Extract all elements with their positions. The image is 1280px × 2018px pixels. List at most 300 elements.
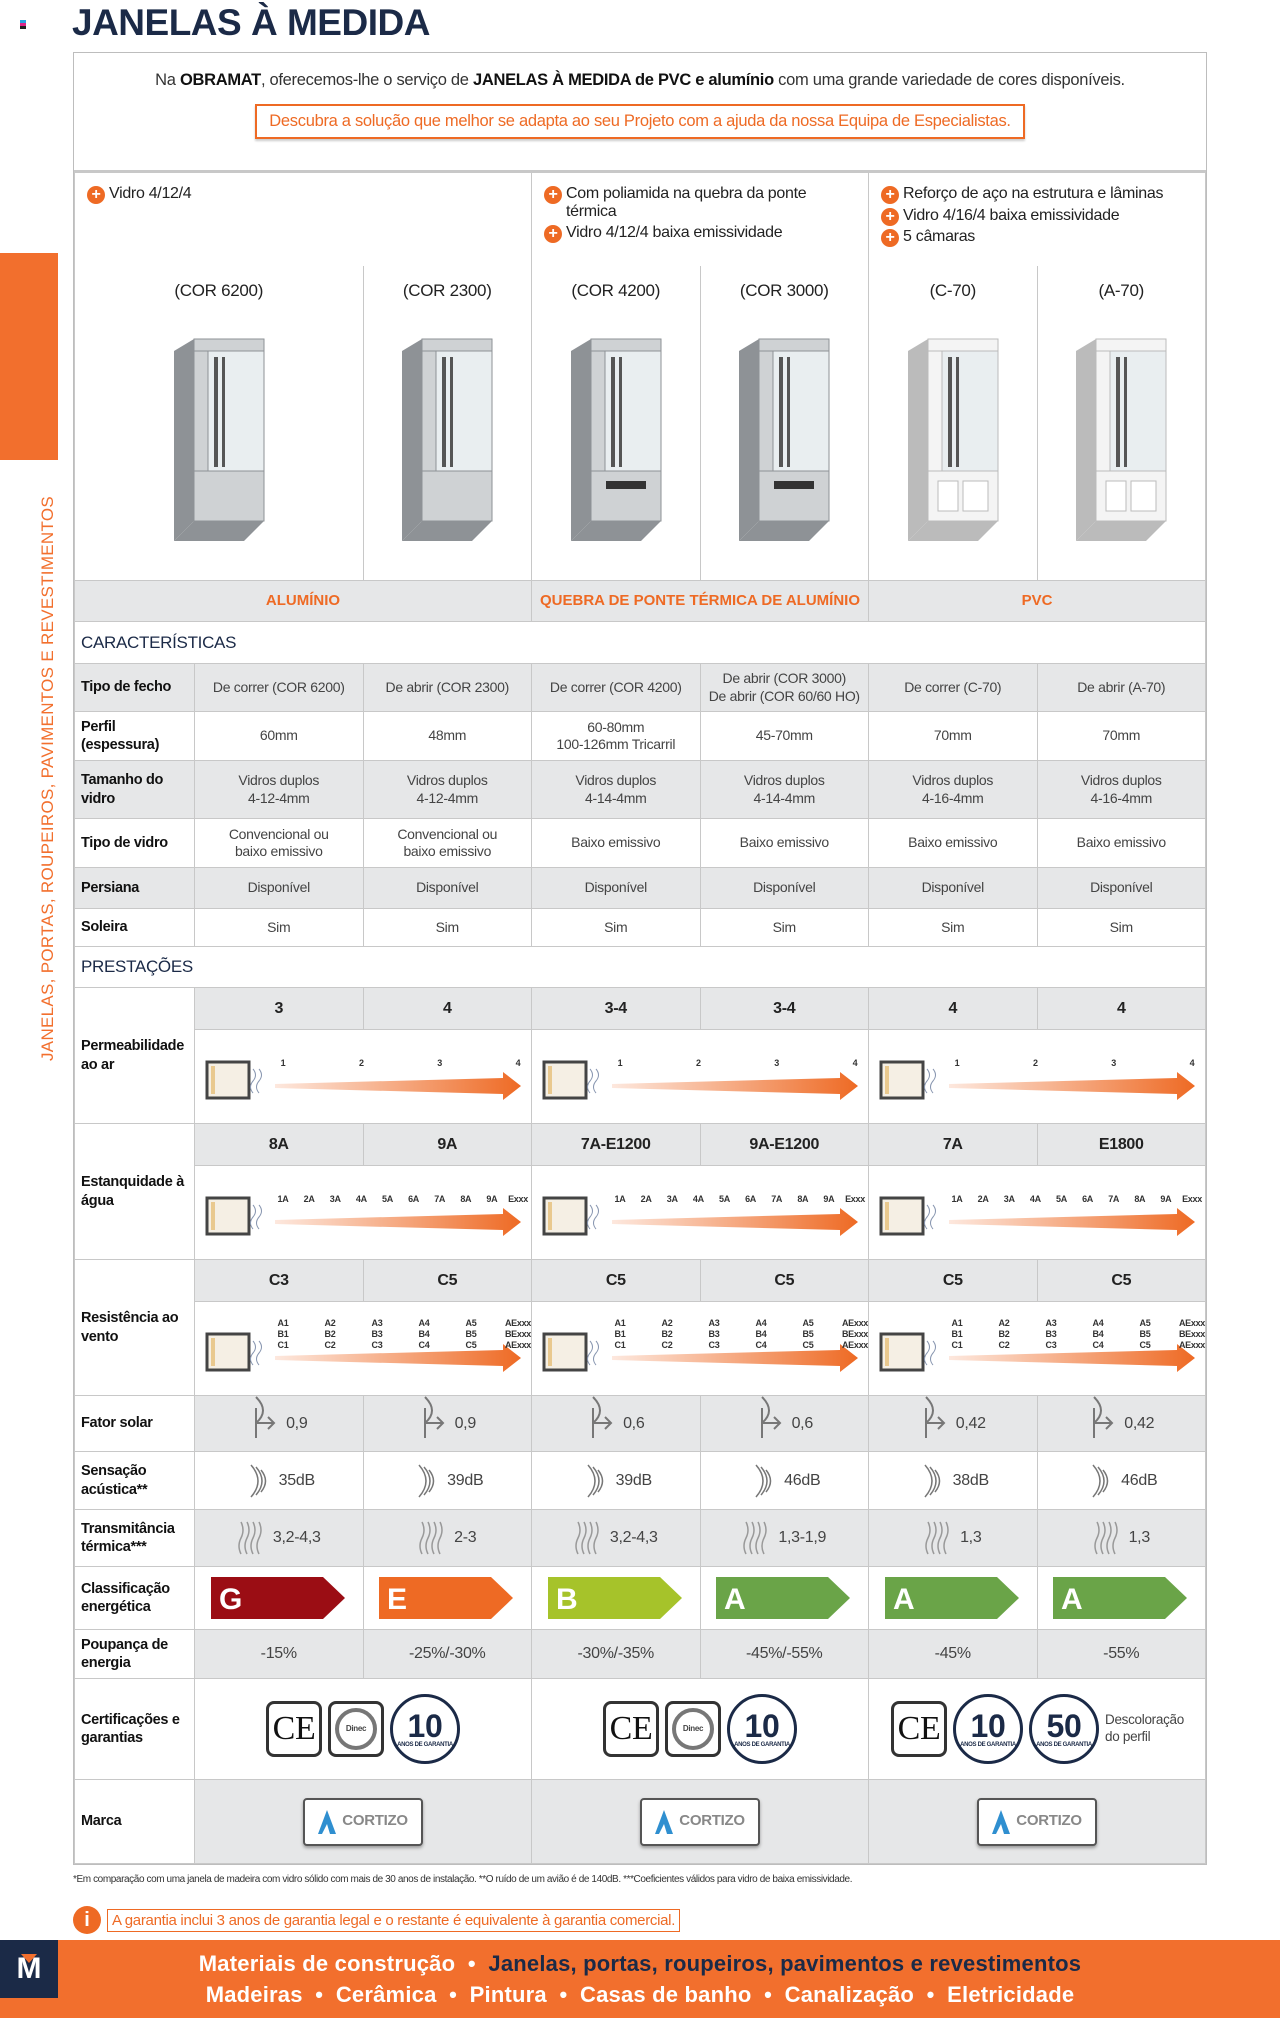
cell [700,712,869,761]
cell [195,868,364,909]
cortizo-logo [640,1798,760,1846]
footer-materials[interactable]: Materiais de construção • [198,1951,489,1976]
scale-graphic-cell [195,1302,532,1396]
plus-icon: + [881,186,899,204]
guarantee-text: A garantia inclui 3 anos de garantia legal e o restante é equivalente à garantia comercial. [107,1909,680,1932]
footer-windows[interactable]: Janelas, portas, roupeiros, pavimentos e revestimentos [488,1951,1082,1976]
row-label-text: Persiana [81,879,140,896]
energy-row [75,1567,1206,1630]
energy-class-label [716,1577,852,1619]
scale-tick-label: Exxx [845,1194,865,1205]
row-label [75,664,195,712]
cortizo-mark-icon [655,1810,673,1834]
cell-value: Disponível [247,879,310,896]
rating-value [869,1124,1038,1166]
cell [869,1630,1038,1679]
cell [532,1396,701,1452]
cell [869,819,1038,868]
row-label [75,1396,195,1452]
cell-value: De correr (COR 4200) [549,678,682,695]
cell [532,761,701,819]
plus-icon: + [881,208,899,226]
energy-class-letter: B [555,1583,578,1616]
scale-tick-label: B3 [371,1329,383,1340]
scale-tick-label: BExxx [504,1329,532,1340]
row-label-text: Tipo de fecho [81,679,172,696]
scale-tick-label: Exxx [508,1194,528,1205]
rating-text: 9A [437,1135,458,1153]
guarantee-10-years-seal: 10 ANOS DE GARANTIA [953,1694,1023,1764]
ce-mark-icon: CE [266,1701,322,1757]
cell [869,1452,1038,1510]
row-label-text: Resistência ao vento [81,1310,179,1345]
scale-tick-label: C1 [951,1340,963,1351]
cell-value: 60-80mm 100-126mm Tricarril [556,718,676,752]
feature-text: Vidro 4/12/4 baixa emissividade [566,224,783,242]
scale-tick-label: 6A [1082,1194,1094,1205]
cell [700,819,869,868]
sound-icon [243,1461,273,1501]
window-profile-image [888,331,1018,561]
cell-value: 1,3 [1128,1529,1150,1546]
cell [195,909,364,947]
scale-tick-label: 7A [1108,1194,1120,1205]
cell [700,761,869,819]
row-label-text: Certificações e garantias [81,1711,180,1746]
energy-class-label [379,1577,515,1619]
cell [195,819,364,868]
guarantee-10-years-seal: 10 ANOS DE GARANTIA [390,1694,460,1764]
scale-graphic-cell [869,1302,1206,1396]
row-label [75,1630,195,1679]
rating-value [363,1124,532,1166]
scale-tick-label: A4 [1092,1318,1104,1329]
cert-group [195,1694,531,1764]
group-features [869,173,1206,266]
row-label-text: Estanquidade à água [81,1174,184,1209]
performance-heading-row [75,947,1206,988]
cell [532,1452,701,1510]
scale-tick-label: A4 [755,1318,767,1329]
scale-tick-label: 2 [1032,1058,1038,1069]
icon-value [532,1461,700,1501]
footer-line-2[interactable]: Madeiras • Cerâmica • Pintura • Casas de banho • Canalização • Eletricidade [205,1982,1075,2007]
cell-value: 3,2-4,3 [272,1529,321,1546]
rating-value [532,988,701,1030]
water-window-icon [881,1198,936,1234]
characteristic-row [75,761,1206,819]
scale-tick-label: B3 [708,1329,720,1340]
row-label-text: Tipo de vidro [81,834,168,851]
cell-value: 48mm [428,727,467,744]
cell [195,712,364,761]
feature-text: Vidro 4/16/4 baixa emissividade [903,206,1120,224]
cert-group [532,1694,868,1764]
rating-text: 7A [942,1135,963,1153]
energy-class-letter: A [724,1583,746,1616]
row-label [75,1510,195,1567]
ce-mark-icon: CE [891,1701,947,1757]
scale-tick-label: C2 [324,1340,336,1351]
scale-tick-label: 1 [954,1058,960,1069]
heat-icon [237,1518,267,1558]
energy-class-cell [363,1567,532,1630]
cell [700,1396,869,1452]
category-1 [532,581,869,622]
heat-icon [1093,1518,1123,1558]
model-name [869,266,1038,317]
cell [869,1396,1038,1452]
cell-value: Sim [604,918,628,935]
scale-tick-label: B5 [802,1329,814,1340]
cell-value: Sim [267,918,291,935]
certifications-row [75,1679,1206,1780]
scale-tick-label: 3A [666,1194,678,1205]
cell-value: 46dB [784,1471,821,1489]
icon-value [195,1461,363,1501]
guarantee-10-years-seal: 10 ANOS DE GARANTIA [727,1694,797,1764]
window-profile-image [551,331,681,561]
feature-item [881,228,1193,246]
scale-tick-label: 8A [1134,1194,1146,1205]
row-label [75,909,195,947]
characteristic-row [75,909,1206,947]
scale-tick-label: 3A [1003,1194,1015,1205]
rating-text: 8A [268,1135,289,1153]
scale-tick-label: B4 [755,1329,767,1340]
scale-tick-label: 1 [280,1058,286,1069]
rating-text: 4 [948,999,958,1017]
rating-value [363,1260,532,1302]
intro [74,53,1206,172]
cell [363,761,532,819]
scale-tick-label: BExxx [1178,1329,1206,1340]
scale-tick-label: 5A [1055,1194,1067,1205]
cell [700,1452,869,1510]
scale-tick-label: 2 [358,1058,364,1069]
brand-cell [532,1780,869,1864]
scale-tick-label: B1 [277,1329,289,1340]
water-window-scale-arrow [540,1180,865,1240]
rating-text: C5 [1111,1271,1132,1289]
row-label-text: Poupança de energia [81,1636,168,1671]
rating-value [700,1260,869,1302]
model-label: (COR 3000) [739,281,829,301]
cell-value: Convencional ou baixo emissivo [397,825,498,859]
cell [1037,909,1206,947]
cell-value: 0,6 [623,1414,645,1432]
scale-tick-label: A1 [277,1318,289,1329]
cell [1037,1630,1206,1679]
scale-tick-label: B1 [614,1329,626,1340]
brand-cell [195,1780,532,1864]
cell-value: Baixo emissivo [1076,834,1166,851]
cell-value: 70mm [1102,727,1141,744]
scale-tick-label: C5 [465,1340,477,1351]
scale-tick-label: 3 [774,1058,780,1069]
cell-value: 45-70mm [755,727,813,744]
guarantee-50-years-seal: 50 ANOS DE GARANTIA [1029,1694,1099,1764]
cell [195,1396,364,1452]
scale-tick-label: A3 [371,1318,383,1329]
scale-tick-label: A3 [1045,1318,1057,1329]
discoloration-note: Descoloração do perfil [1105,1712,1184,1744]
cell-value: Baixo emissivo [739,834,829,851]
cell-value: 38dB [952,1471,989,1489]
plus-icon: + [544,225,562,243]
cell [1037,1452,1206,1510]
cortizo-mark-icon [318,1810,336,1834]
scale-tick-label: AExxx [504,1340,532,1351]
solar-factor-icon [587,1404,617,1444]
cell [363,1510,532,1567]
scale-graphic-cell [195,1030,532,1124]
rating-value [195,1124,364,1166]
row-label [75,988,195,1124]
scale-tick-label: AExxx [841,1340,869,1351]
scale-tick-label: C4 [1092,1340,1104,1351]
icon-value [869,1461,1037,1501]
cell-value: 39dB [615,1471,652,1489]
rating-value [1037,1124,1206,1166]
wind-window-icon [881,1334,936,1370]
cell-value: De correr (COR 6200) [212,678,345,695]
row-label [75,1780,195,1864]
solar-factor-icon [419,1404,449,1444]
cell-value: -55% [1103,1645,1140,1662]
scale-tick-label: C4 [418,1340,430,1351]
characteristic-row [75,868,1206,909]
scale-tick-label: B3 [1045,1329,1057,1340]
model-label: (COR 2300) [402,281,492,301]
icon-value [869,1404,1037,1444]
heat-icon [574,1518,604,1558]
air-window-icon [544,1062,599,1098]
intro-bold: JANELAS À MEDIDA de PVC e alumínio [472,71,774,89]
plus-icon: + [544,186,562,204]
footer-banner [0,1940,1280,2018]
feature-item [881,207,1193,225]
rating-text: 7A-E1200 [580,1135,651,1153]
cell [869,664,1038,712]
air-window-icon [881,1062,936,1098]
icon-value [1038,1404,1206,1444]
cell-value: 39dB [447,1471,484,1489]
cell [363,1630,532,1679]
rating-value [195,1260,364,1302]
cell [1037,819,1206,868]
cortizo-logo [303,1798,423,1846]
scale-tick-label: 6A [408,1194,420,1205]
icon-value [364,1404,532,1444]
model-label: (A-70) [1098,281,1144,301]
cell [363,664,532,712]
plus-icon: + [881,229,899,247]
cell-value: De abrir (A-70) [1077,678,1166,695]
brand-name: CORTIZO [679,1812,745,1830]
brand-cell [869,1780,1206,1864]
scale-tick-label: 8A [460,1194,472,1205]
scale-tick-label: 4A [1029,1194,1041,1205]
wind-window-icon [544,1334,599,1370]
wind-window-scale-arrow [203,1316,532,1376]
cell-value: Sim [772,918,796,935]
energy-class-cell [1037,1567,1206,1630]
scale-tick-label: B2 [661,1329,673,1340]
specialists-cta[interactable]: Descubra a solução que melhor se adapta ao seu Projeto com a ajuda da nossa Equipa de Especialistas. [255,104,1024,139]
comparison-table [74,172,1206,1864]
dinec-certification-icon: Dinec [328,1701,384,1757]
scale-tick-label: 2A [640,1194,652,1205]
window-image-cell [869,317,1038,581]
energy-class-cell [532,1567,701,1630]
cell [1037,868,1206,909]
scale-tick-label: AExxx [841,1318,869,1329]
brand-name: CORTIZO [1016,1812,1082,1830]
model-name [1037,266,1206,317]
cell [1037,1396,1206,1452]
cell [532,909,701,947]
cell [363,712,532,761]
energy-class-label [885,1577,1021,1619]
cell-value: 0,9 [286,1414,308,1432]
category-2 [869,581,1206,622]
cell-value: Vidros duplos 4-14-4mm [575,772,657,806]
cell [532,819,701,868]
scale-tick-label: 9A [486,1194,498,1205]
icon-value [1038,1461,1206,1501]
cell-value: Vidros duplos 4-16-4mm [1080,772,1162,806]
scale-tick-label: B1 [951,1329,963,1340]
scale-tick-label: 6A [745,1194,757,1205]
row-label [75,1567,195,1630]
scale-tick-label: A1 [614,1318,626,1329]
window-image-cell [532,317,701,581]
characteristic-row [75,712,1206,761]
characteristics-heading-row [75,622,1206,664]
energy-class-label [1053,1577,1189,1619]
cell-value: 0,9 [454,1414,476,1432]
cell [532,1630,701,1679]
certifications-cell [869,1679,1206,1780]
category-row [75,581,1206,622]
cell-value: -45% [934,1645,971,1662]
cell-value: 0,42 [955,1414,986,1432]
icon-value [195,1404,363,1444]
row-label-text: Sensação acústica** [81,1463,148,1498]
feature-item [87,185,519,203]
page-title: JANELAS À MEDIDA [72,2,430,43]
cell-value: Sim [435,918,459,935]
cell-value: 3,2-4,3 [609,1529,658,1546]
cell-value: 46dB [1121,1471,1158,1489]
cell [1037,712,1206,761]
row-label-text: Soleira [81,919,128,936]
energy-class-cell [195,1567,364,1630]
scale-tick-label: 1A [277,1194,289,1205]
scale-tick-label: C4 [755,1340,767,1351]
solar-factor-icon [1088,1404,1118,1444]
icon-row [75,1452,1206,1510]
cell [195,1630,364,1679]
scale-graphic-cell [532,1302,869,1396]
brand-row [75,1780,1206,1864]
scale-tick-label: 4 [1189,1058,1195,1069]
feature-item [881,185,1193,203]
water-window-scale-arrow [203,1180,528,1240]
model-name [75,266,364,317]
feature-text: Reforço de aço na estrutura e lâminas [903,185,1164,202]
section-characteristics [75,622,1206,664]
solar-factor-icon [756,1404,786,1444]
cell-value: Disponível [753,879,816,896]
scale-graphic-row [75,1030,1206,1124]
heat-icon [742,1518,772,1558]
scale-tick-label: 5A [381,1194,393,1205]
scale-tick-label: C5 [1139,1340,1151,1351]
scale-tick-label: 8A [797,1194,809,1205]
cell-value: -15% [260,1645,297,1662]
solar-factor-icon [250,1404,280,1444]
solar-factor-icon [920,1404,950,1444]
scale-tick-label: A1 [951,1318,963,1329]
intro-mid: , oferecemos-lhe o serviço de [260,71,473,89]
cell-value: De abrir (COR 2300) [385,678,509,695]
scale-tick-label: C5 [802,1340,814,1351]
cell [700,1510,869,1567]
model-name [532,266,701,317]
scale-tick-label: B5 [1139,1329,1151,1340]
scale-tick-label: A5 [465,1318,477,1329]
cell-value: Baixo emissivo [571,834,661,851]
scale-tick-label: 9A [1160,1194,1172,1205]
cell [869,1510,1038,1567]
icon-value [364,1461,532,1501]
scale-graphic-cell [869,1166,1206,1260]
rating-value [363,988,532,1030]
print-color-marks [20,20,26,29]
category-label: QUEBRA DE PONTE TÉRMICA DE ALUMÍNIO [539,591,860,609]
dinec-certification-icon: Dinec [665,1701,721,1757]
cell [363,1452,532,1510]
savings-row [75,1630,1206,1679]
category-0 [75,581,532,622]
energy-class-letter: A [1061,1583,1083,1616]
model-label: (C-70) [929,281,976,301]
rating-value [700,1124,869,1166]
scale-tick-label: 4A [355,1194,367,1205]
cell-value: Sim [941,918,965,935]
cell-value: 1,3-1,9 [778,1529,827,1546]
row-label [75,712,195,761]
icon-value [701,1518,869,1558]
scale-tick-label: A2 [661,1318,673,1329]
model-label: (COR 6200) [174,281,264,301]
scale-tick-label: B2 [324,1329,336,1340]
air-window-scale-arrow [540,1044,860,1104]
energy-class-letter: A [892,1583,915,1616]
intro-brand: OBRAMAT [179,71,261,89]
row-label [75,761,195,819]
feature-text: Com poliamida na quebra da ponte térmica [566,185,807,220]
row-label-text: Permeabilidade ao ar [81,1038,184,1073]
comparison-panel [73,52,1207,1865]
water-window-icon [544,1198,599,1234]
ce-mark-icon: CE [603,1701,659,1757]
scale-tick-label: C3 [708,1340,720,1351]
water-window-icon [207,1198,262,1234]
cell [363,868,532,909]
